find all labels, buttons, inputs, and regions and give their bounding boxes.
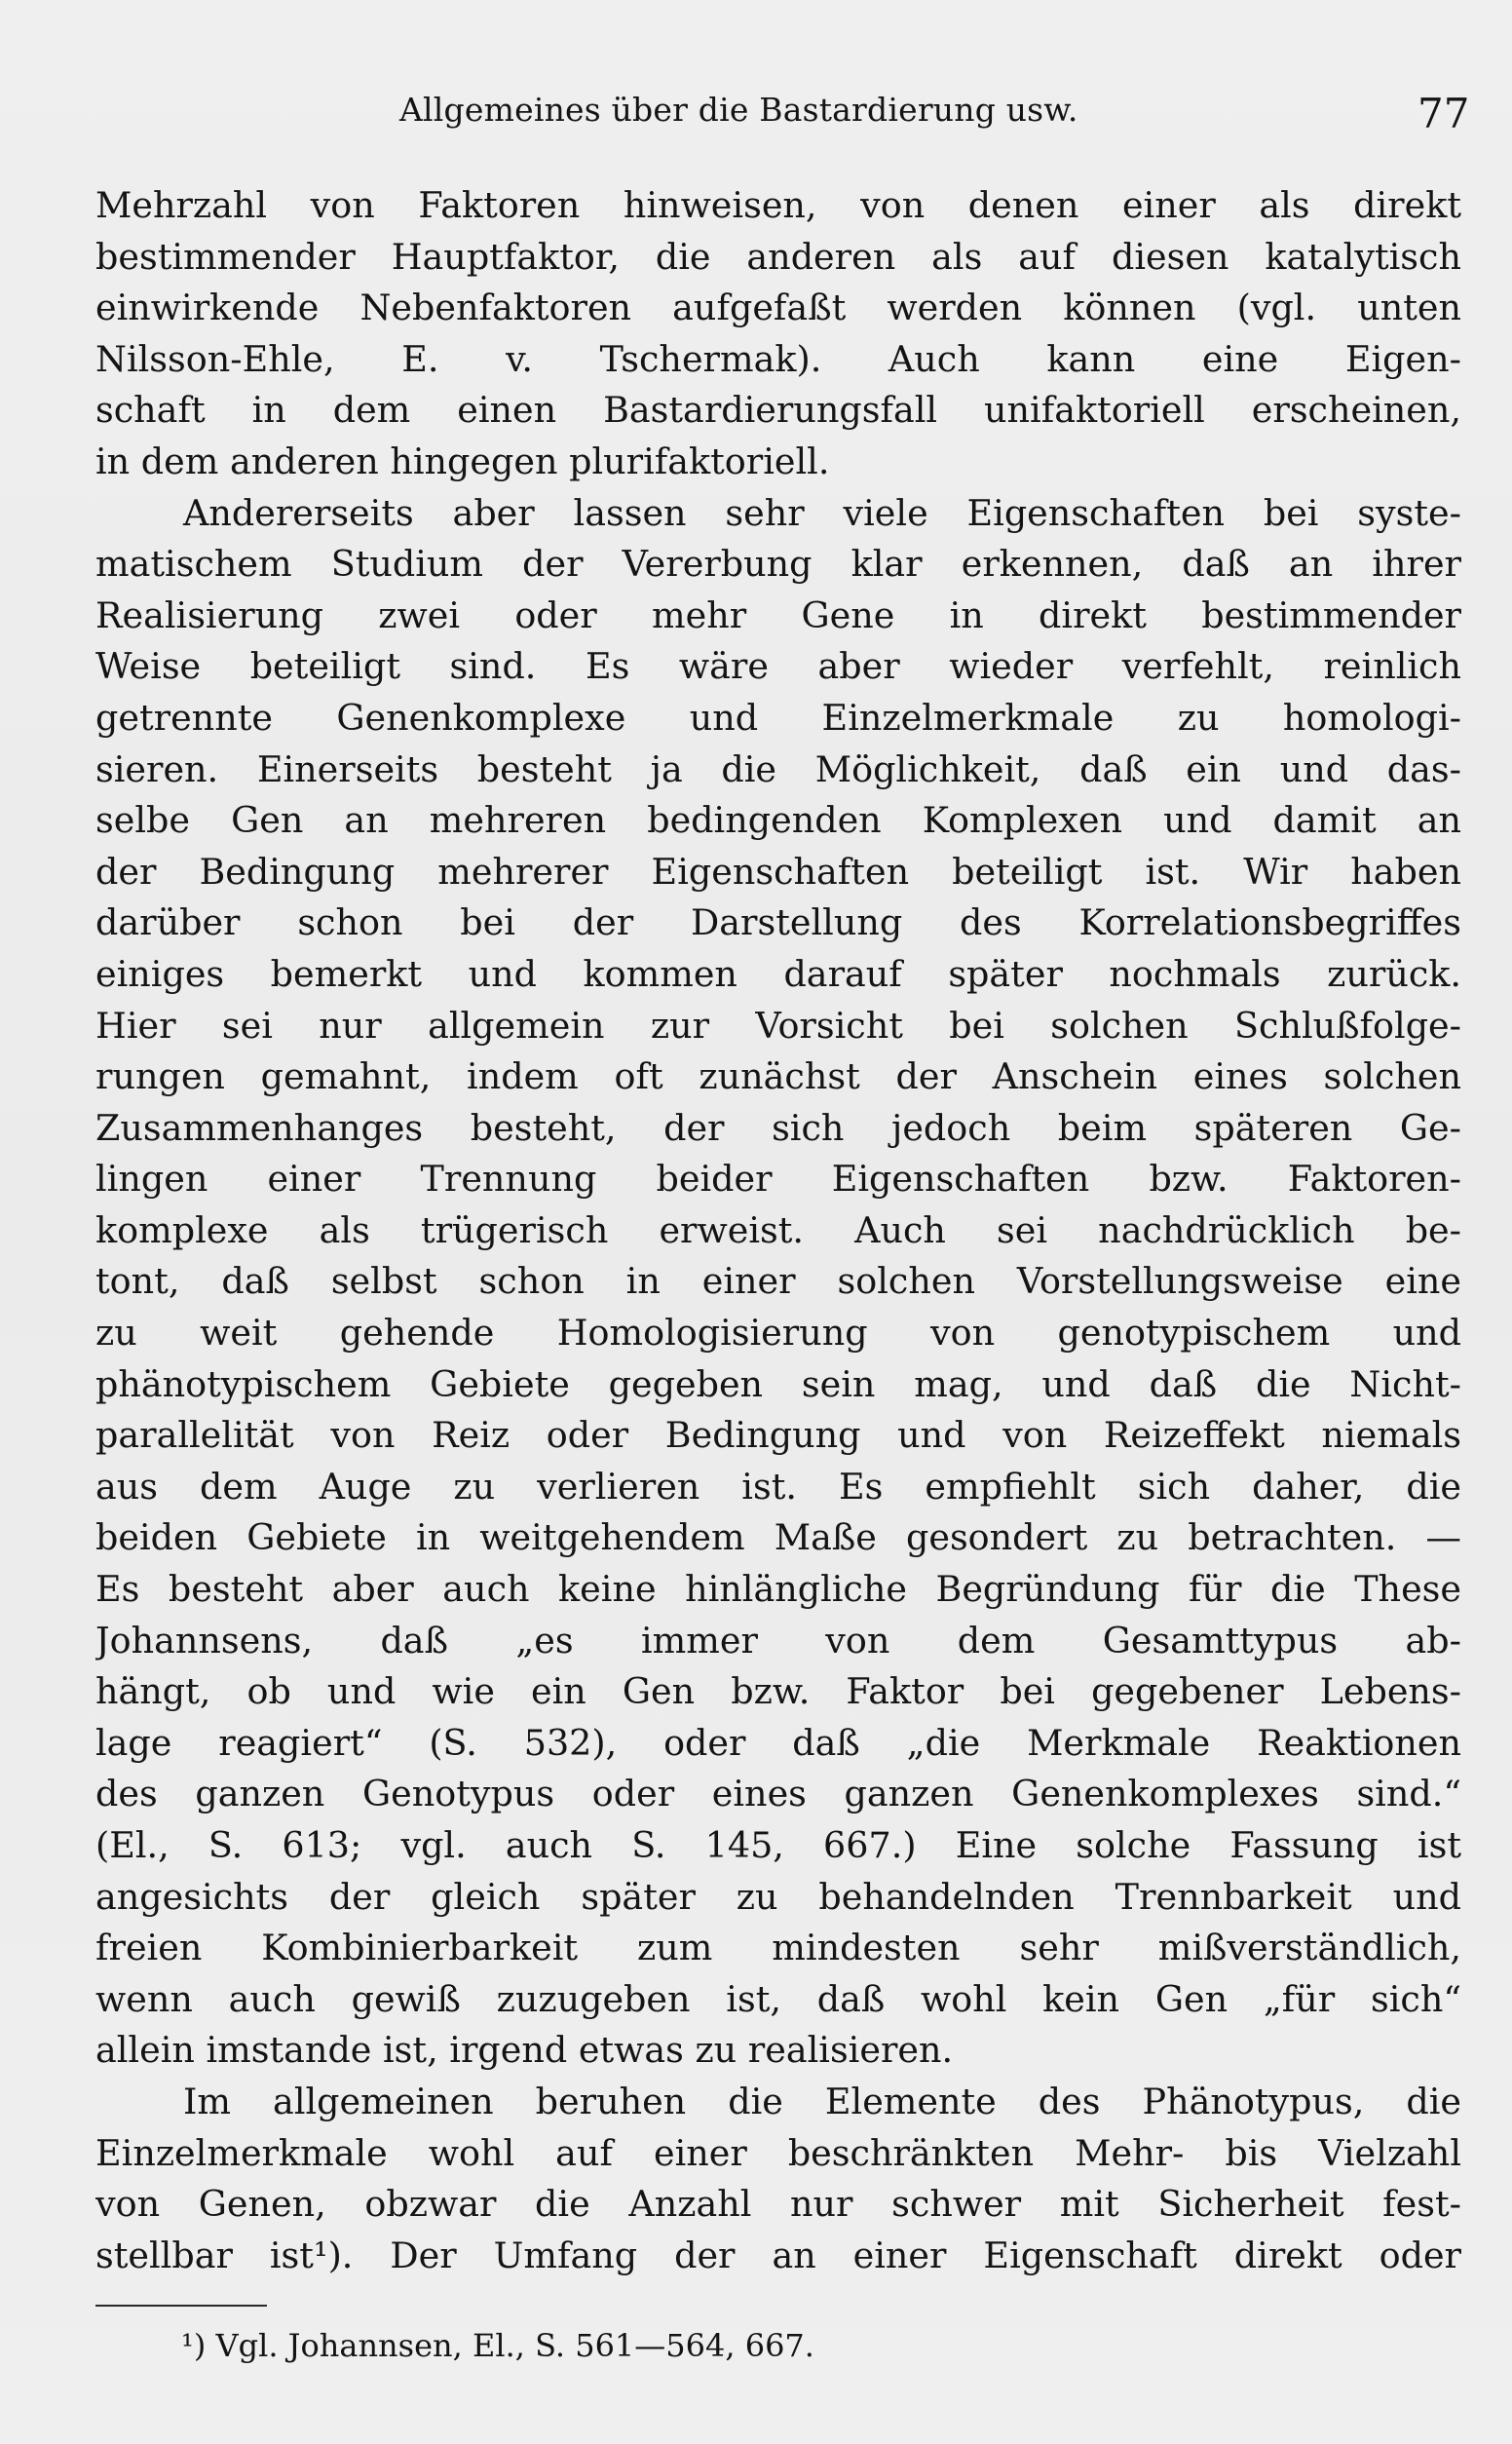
text-line: wenn auch gewiß zuzugeben ist, daß wohl kein Gen „für sich“ — [95, 1977, 1461, 2020]
text-line: freien Kombinierbarkeit zum mindesten sehr mißverständlich, — [95, 1927, 1461, 1969]
text-line: schaft in dem einen Bastardierungsfall unifaktoriell erscheinen, — [95, 389, 1461, 432]
text-line: von Genen, obzwar die Anzahl nur schwer mit Sicherheit fest- — [95, 2183, 1461, 2226]
text-line: Andererseits aber lassen sehr viele Eigenschaften bei syste- — [183, 491, 1461, 534]
text-line: Nilsson-Ehle, E. v. Tschermak). Auch kann eine Eigen- — [95, 337, 1461, 380]
text-line: hängt, ob und wie ein Gen bzw. Faktor bei gegebener Lebens- — [95, 1670, 1461, 1713]
text-line: darüber schon bei der Darstellung des Korrelationsbegriffes — [95, 901, 1461, 944]
footnote-divider — [95, 2305, 267, 2307]
text-line: Im allgemeinen beruhen die Elemente des Phänotypus, die — [183, 2080, 1461, 2122]
text-line: zu weit gehende Homologisierung von genotypischem und — [95, 1312, 1461, 1355]
text-line: sieren. Einerseits besteht ja die Möglichkeit, daß ein und das- — [95, 747, 1461, 790]
footnote: ¹) Vgl. Johannsen, El., S. 561—564, 667. — [181, 2327, 814, 2364]
text-line: beiden Gebiete in weitgehendem Maße gesondert zu betrachten. — — [95, 1516, 1461, 1559]
text-line: Mehrzahl von Faktoren hinweisen, von denen einer als direkt — [95, 184, 1461, 226]
text-line: parallelität von Reiz oder Bedingung und von Reizeffekt niemals — [95, 1414, 1461, 1457]
text-line: phänotypischem Gebiete gegeben sein mag, und daß die Nicht- — [95, 1362, 1461, 1405]
text-line: (El., S. 613; vgl. auch S. 145, 667.) Eine solche Fassung ist — [95, 1824, 1461, 1866]
running-head: Allgemeines über die Bastardierung usw. — [399, 91, 1078, 129]
page-number: 77 — [1418, 90, 1470, 137]
text-line: Hier sei nur allgemein zur Vorsicht bei solchen Schlußfolge- — [95, 1004, 1461, 1047]
page-header — [0, 86, 1512, 137]
text-line: aus dem Auge zu verlieren ist. Es empfiehlt sich daher, die — [95, 1465, 1461, 1508]
body-text — [95, 180, 1461, 2281]
text-line: getrennte Genenkomplexe und Einzelmerkmale zu homologi- — [95, 696, 1461, 739]
text-line: einwirkende Nebenfaktoren aufgefaßt werden können (vgl. unten — [95, 286, 1461, 329]
text-line: Einzelmerkmale wohl auf einer beschränkten Mehr- bis Vielzahl — [95, 2131, 1461, 2174]
text-line: angesichts der gleich später zu behandelnden Trennbarkeit und — [95, 1875, 1461, 1918]
text-line: bestimmender Hauptfaktor, die anderen als auf diesen katalytisch — [95, 235, 1461, 278]
text-line: Zusammenhanges besteht, der sich jedoch beim späteren Ge- — [95, 1106, 1461, 1149]
text-line: Johannsens, daß „es immer von dem Gesamttypus ab- — [95, 1619, 1461, 1661]
text-line: der Bedingung mehrerer Eigenschaften beteiligt ist. Wir haben — [95, 850, 1461, 893]
text-line: Weise beteiligt sind. Es wäre aber wieder verfehlt, reinlich — [95, 645, 1461, 688]
text-line: lingen einer Trennung beider Eigenschaften bzw. Faktoren- — [95, 1158, 1461, 1201]
text-line: Es besteht aber auch keine hinlängliche Begründung für die These — [95, 1568, 1461, 1611]
text-line: Realisierung zwei oder mehr Gene in direkt bestimmender — [95, 593, 1461, 636]
text-line: allein imstande ist, irgend etwas zu realisieren. — [95, 2029, 954, 2072]
text-line: einiges bemerkt und kommen darauf später nochmals zurück. — [95, 952, 1461, 995]
text-line: matischem Studium der Vererbung klar erkennen, daß an ihrer — [95, 543, 1461, 586]
text-line: rungen gemahnt, indem oft zunächst der Anschein eines solchen — [95, 1055, 1461, 1098]
text-line: des ganzen Genotypus oder eines ganzen Genenkomplexes sind.“ — [95, 1773, 1461, 1815]
text-line: in dem anderen hingegen plurifaktoriell. — [95, 439, 830, 482]
text-line: tont, daß selbst schon in einer solchen Vorstellungsweise eine — [95, 1260, 1461, 1303]
text-line: komplexe als trügerisch erweist. Auch sei nachdrücklich be- — [95, 1208, 1461, 1251]
text-line: lage reagiert“ (S. 532), oder daß „die Merkmale Reaktionen — [95, 1721, 1461, 1764]
text-line: stellbar ist¹). Der Umfang der an einer Eigenschaft direkt oder — [95, 2234, 1461, 2276]
text-line: selbe Gen an mehreren bedingenden Komplexen und damit an — [95, 799, 1461, 842]
